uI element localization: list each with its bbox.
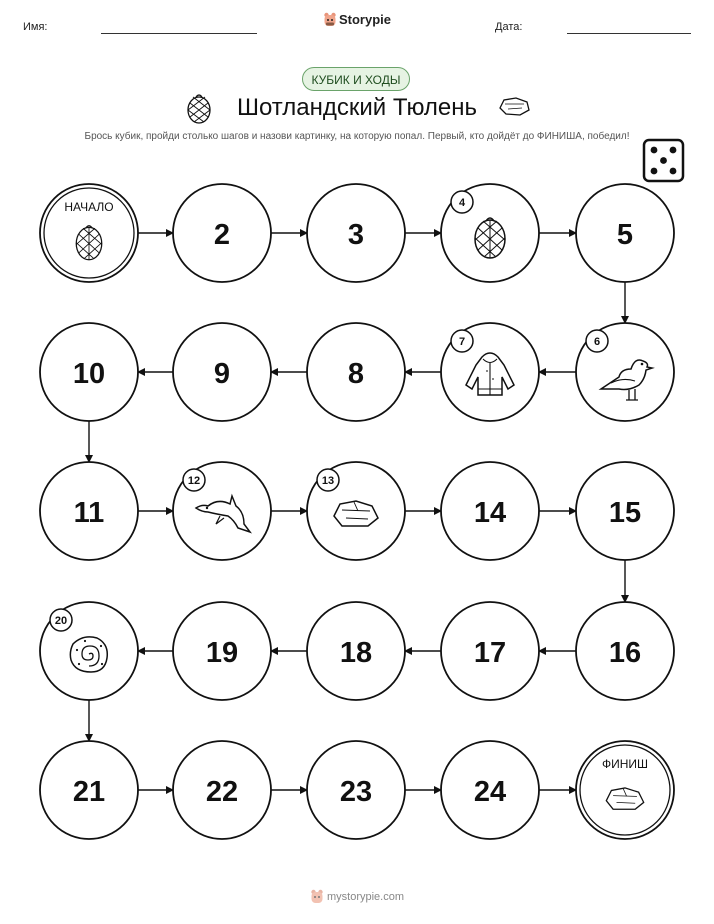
cell-number: 14 bbox=[473, 497, 507, 529]
name-label: Имя: bbox=[23, 21, 48, 33]
cell-number: 13 bbox=[321, 475, 335, 487]
cell-number: 7 bbox=[458, 336, 466, 348]
cell-number: 21 bbox=[72, 776, 106, 808]
cell-number: 20 bbox=[54, 615, 68, 627]
instructions: Брось кубик, пройди столько шагов и назови картинку, на которую попал. Первый, кто дойдёт до ФИНИША, победил! bbox=[84, 131, 630, 142]
footer-logo-icon bbox=[310, 889, 324, 904]
cell-number: 9 bbox=[213, 358, 231, 390]
title-text: Шотландский Тюлень bbox=[236, 94, 478, 121]
cell-number: 3 bbox=[347, 219, 365, 251]
cell-number: 23 bbox=[339, 776, 373, 808]
start-label: НАЧАЛО bbox=[64, 200, 114, 214]
footer bbox=[0, 889, 714, 904]
cell-number: 12 bbox=[187, 475, 201, 487]
category-badge: КУБИК И ХОДЫ bbox=[302, 67, 410, 91]
cell-number: 5 bbox=[616, 219, 634, 251]
cell-number: 22 bbox=[205, 776, 239, 808]
dice-icon bbox=[644, 140, 683, 181]
cell-number: 8 bbox=[347, 358, 365, 390]
cell-number: 11 bbox=[73, 497, 105, 529]
footer-url: mystorypie.com bbox=[326, 891, 405, 903]
cell-number: 16 bbox=[608, 637, 642, 669]
cell-number: 2 bbox=[213, 219, 231, 251]
cell-number: 6 bbox=[593, 336, 601, 348]
brand-name: Storypie bbox=[338, 12, 391, 27]
cell-number: 4 bbox=[458, 197, 466, 209]
ammonite-icon bbox=[70, 637, 107, 672]
cell-number: 15 bbox=[608, 497, 642, 529]
cell-number: 17 bbox=[473, 637, 507, 669]
cell-number: 18 bbox=[339, 637, 373, 669]
title-basket-icon bbox=[188, 95, 210, 123]
date-label: Дата: bbox=[495, 21, 523, 33]
cell-number: 10 bbox=[72, 358, 106, 390]
cell-number: 24 bbox=[473, 776, 507, 808]
finish-label: ФИНИШ bbox=[601, 757, 649, 771]
title-rock-icon bbox=[500, 98, 529, 115]
cell-number: 19 bbox=[205, 637, 239, 669]
